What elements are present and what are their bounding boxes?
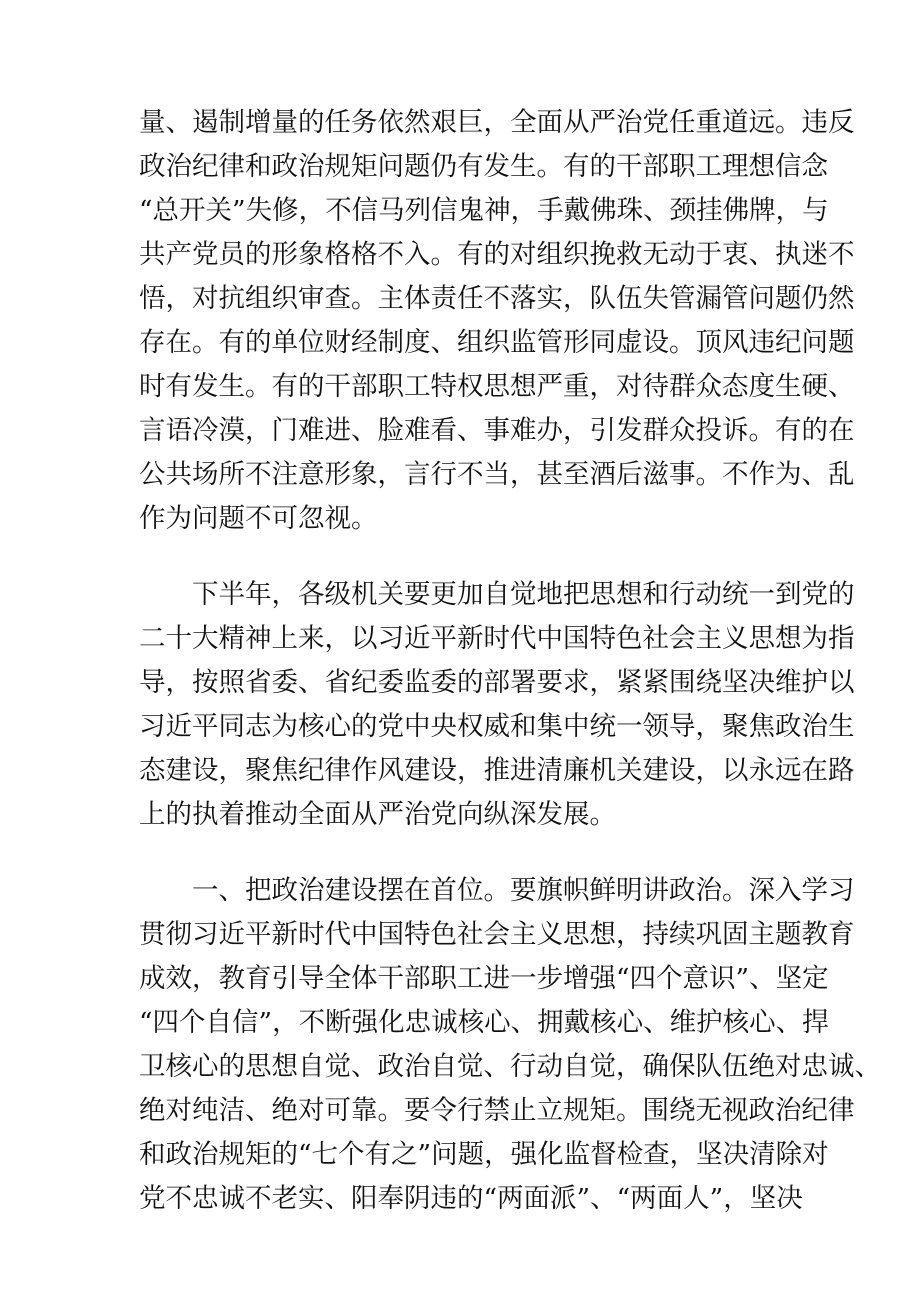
paragraph-3-line: 和政治规矩的“七个有之”问题，强化监督检查，坚决清除对 — [139, 1139, 829, 1170]
paragraph-1-line: 共产党员的形象格格不入。有的对组织挽救无动于衷、执迷不 — [139, 239, 855, 270]
paragraph-1-line: 时有发生。有的干部职工特权思想严重，对待群众态度生硬、 — [139, 371, 855, 402]
paragraph-1-line: 作为问题不可忽视。 — [139, 503, 378, 534]
document-body — [139, 101, 881, 1253]
paragraph-3 — [139, 869, 881, 1221]
paragraph-1-line: 存在。有的单位财经制度、组织监管形同虚设。顶风违纪问题 — [139, 327, 855, 358]
paragraph-3-line: 贯彻习近平新时代中国特色社会主义思想，持续巩固主题教育 — [139, 919, 855, 950]
paragraph-1-line: “总开关”失修，不信马列信鬼神，手戴佛珠、颈挂佛牌，与 — [139, 195, 829, 226]
paragraph-2 — [139, 573, 855, 837]
paragraph-1 — [139, 101, 855, 541]
paragraph-1-line: 公共场所不注意形象，言行不当，甚至酒后滋事。不作为、乱 — [139, 459, 855, 490]
paragraph-1-line: 悟，对抗组织审查。主体责任不落实，队伍失管漏管问题仍然 — [139, 283, 855, 314]
paragraph-2-line: 态建设，聚焦纪律作风建设，推进清廉机关建设，以永远在路 — [139, 755, 855, 786]
paragraph-2-line: 导，按照省委、省纪委监委的部署要求，紧紧围绕坚决维护以 — [139, 667, 855, 698]
paragraph-2-line: 上的执着推动全面从严治党向纵深发展。 — [139, 799, 616, 830]
paragraph-2-line: 下半年，各级机关要更加自觉地把思想和行动统一到党的 — [192, 579, 855, 610]
paragraph-2-line: 二十大精神上来，以习近平新时代中国特色社会主义思想为指 — [139, 623, 855, 654]
paragraph-1-line: 言语冷漠，门难进、脸难看、事难办，引发群众投诉。有的在 — [139, 415, 855, 446]
paragraph-3-line: 一、把政治建设摆在首位。要旗帜鲜明讲政治。深入学习 — [192, 875, 855, 906]
paragraph-3-line: 卫核心的思想自觉、政治自觉、行动自觉，确保队伍绝对忠诚、 — [139, 1051, 881, 1082]
paragraph-2-line: 习近平同志为核心的党中央权威和集中统一领导，聚焦政治生 — [139, 711, 855, 742]
paragraph-3-line: 党不忠诚不老实、阳奉阴违的“两面派”、“两面人”，坚决 — [139, 1183, 803, 1214]
paragraph-3-line: “四个自信”，不断强化忠诚核心、拥戴核心、维护核心、捍 — [139, 1007, 829, 1038]
paragraph-1-line: 政治纪律和政治规矩问题仍有发生。有的干部职工理想信念 — [139, 151, 828, 182]
paragraph-3-line: 绝对纯洁、绝对可靠。要令行禁止立规矩。围绕无视政治纪律 — [139, 1095, 855, 1126]
paragraph-1-line: 量、遏制增量的任务依然艰巨，全面从严治党任重道远。违反 — [139, 107, 855, 138]
paragraph-3-line: 成效，教育引导全体干部职工进一步增强“四个意识”、坚定 — [139, 963, 829, 994]
